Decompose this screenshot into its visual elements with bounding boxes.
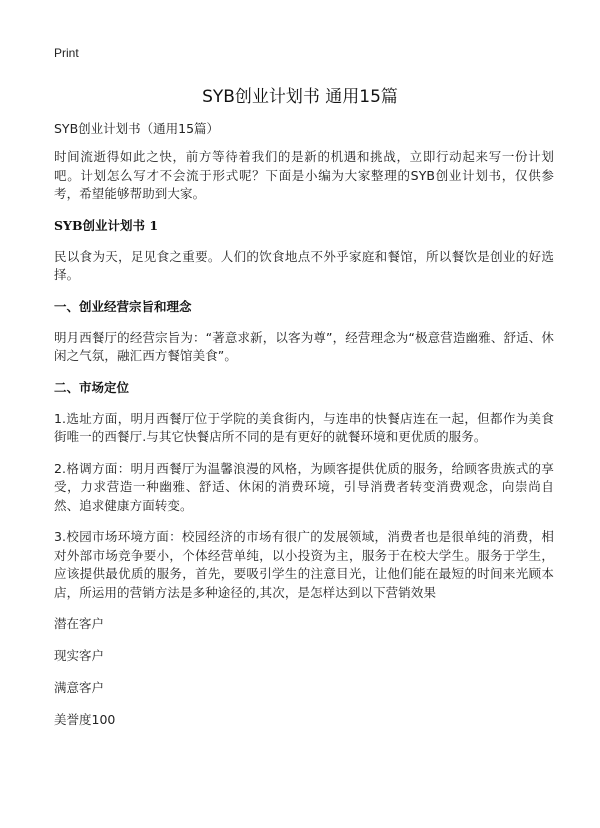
list-item: 美誉度100	[54, 712, 116, 727]
list-item: 潜在客户	[54, 616, 105, 631]
heading-market-positioning: 二、市场定位	[54, 379, 130, 395]
business-purpose-paragraph: 明月西餐厅的经营宗旨为：“著意求新，以客为尊”，经营理念为“极意营造幽雅、舒适、休闲之气氛，融汇西方餐馆美食”。	[54, 329, 554, 363]
style-paragraph: 2.格调方面：明月西餐厅为温馨浪漫的风格，为顾客提供优质的服务，给顾客贵族式的享受，力求营造一种幽雅、舒适、休闲的消费环境，引导消费者转变消费观念，向崇尚自然、追求健康方面转变。	[54, 460, 554, 513]
print-label[interactable]: Print	[54, 46, 79, 60]
list-item: 满意客户	[54, 680, 105, 695]
document-subtitle: SYB创业计划书（通用15篇）	[54, 121, 220, 136]
section-heading-1: SYB创业计划书 1	[54, 217, 159, 233]
page-title: SYB创业计划书 通用15篇	[202, 87, 398, 107]
intro-paragraph: 时间流逝得如此之快，前方等待着我们的是新的机遇和挑战，立即行动起来写一份计划吧。计划怎么写才不会流于形式呢？下面是小编为大家整理的SYB创业计划书，仅供参考，希望能够帮助到大家。	[54, 149, 554, 201]
section1-paragraph: 民以食为天，足见食之重要。人们的饮食地点不外乎家庭和餐馆，所以餐饮是创业的好选择。	[54, 248, 554, 282]
location-paragraph: 1.选址方面，明月西餐厅位于学院的美食街内，与连串的快餐店连在一起，但都作为美食街唯一的西餐厅.与其它快餐店所不同的是有更好的就餐环境和更优质的服务。	[54, 410, 554, 444]
document-body	[54, 120, 554, 743]
list-item: 现实客户	[54, 648, 105, 663]
heading-business-purpose: 一、创业经营宗旨和理念	[54, 298, 192, 314]
campus-market-paragraph: 3.校园市场环境方面：校园经济的市场有很广的发展领域，消费者也是很单纯的消费，相对外部市场竞争要小，个体经营单纯，以小投资为主，服务于在校大学生。服务于学生，应该提供最优质的服务，首先，要吸引学生的注意目光，让他们能在最短的时间来光顾本店，所运用的营销方法是多种途径的,其次，是怎样达到以下营销效果	[54, 529, 554, 600]
